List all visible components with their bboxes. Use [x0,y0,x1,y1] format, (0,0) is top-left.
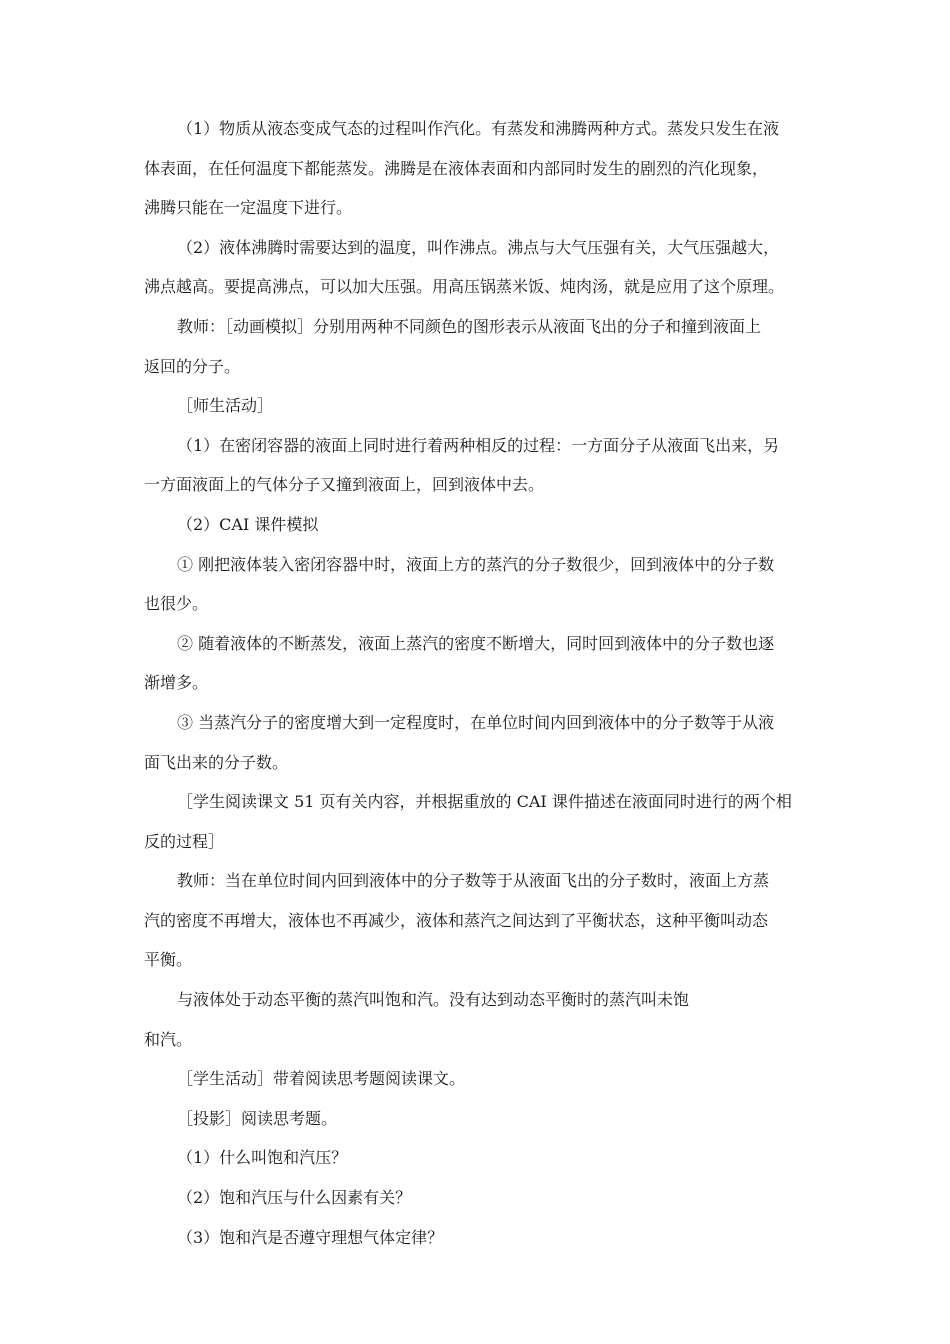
text-line: 渐增多。 [144,673,209,693]
paragraph-p9 [0,703,810,782]
text-line: 沸点越高。要提高沸点，可以加大压强。用高压锅蒸米饭、炖肉汤，就是应用了这个原理。 [144,277,785,297]
text-line: 体表面，在任何温度下都能蒸发。沸腾是在液体表面和内部同时发生的剧烈的汽化现象， [144,158,769,178]
text-line: （2）CAI 课件模拟 [177,514,319,534]
paragraph-p12 [0,980,810,1059]
text-line: 汽的密度不再增大，液体也不再减少，液体和蒸汽之间达到了平衡状态，这种平衡叫动态 [144,910,769,930]
text-line: 返回的分子。 [144,356,241,376]
paragraph-p7 [0,545,810,624]
paragraph-p16 [0,1178,810,1218]
text-line: （1）物质从液态变成气态的过程叫作汽化。有蒸发和沸腾两种方式。蒸发只发生在液 [177,119,780,138]
paragraph-p2 [0,228,810,307]
text-line: （1）在密闭容器的液面上同时进行着两种相反的过程：一方面分子从液面飞出来，另 [177,435,780,455]
paragraph-p17 [0,1218,810,1258]
paragraph-p14 [0,1099,810,1139]
paragraph-p4 [0,386,810,426]
text-line: ③ 当蒸汽分子的密度增大到一定程度时，在单位时间内回到液体中的分子数等于从液 [177,712,775,732]
text-line: 教师：［动画模拟］分别用两种不同颜色的图形表示从液面飞出的分子和撞到液面上 [177,316,762,336]
paragraph-p8 [0,624,810,703]
text-line: （2）液体沸腾时需要达到的温度，叫作沸点。沸点与大气压强有关，大气压强越大， [177,237,780,257]
text-line: 平衡。 [144,950,193,970]
text-line: ［学生阅读课文 51 页有关内容，并根据重放的 CAI 课件描述在液面同时进行的两个相 [177,792,792,812]
paragraph-p10 [0,782,810,861]
text-line: 面飞出来的分子数。 [144,752,289,772]
paragraph-p1 [0,109,810,228]
text-line: 一方面液面上的气体分子又撞到液面上，回到液体中去。 [144,475,545,495]
text-line: （1）什么叫饱和汽压？ [177,1148,348,1168]
paragraph-p5 [0,426,810,505]
text-line: 沸腾只能在一定温度下进行。 [144,198,353,218]
paragraph-p15 [0,1138,810,1178]
text-line: （2）饱和汽压与什么因素有关？ [177,1188,412,1208]
text-line: 也很少。 [144,594,209,614]
text-line: ② 随着液体的不断蒸发，液面上蒸汽的密度不断增大，同时回到液体中的分子数也逐 [177,633,775,653]
paragraph-p6 [0,505,810,545]
text-line: 教师：当在单位时间内回到液体中的分子数等于从液面飞出的分子数时，液面上方蒸 [177,871,770,891]
text-line: ［投影］阅读思考题。 [177,1108,338,1128]
text-line: 反的过程］ [144,831,225,851]
text-line: ① 刚把液体装入密闭容器中时，液面上方的蒸汽的分子数很少，回到液体中的分子数 [177,554,775,574]
text-line: 与液体处于动态平衡的蒸汽叫饱和汽。没有达到动态平衡时的蒸汽叫未饱 [177,990,690,1010]
text-line: （3）饱和汽是否遵守理想气体定律？ [177,1227,444,1247]
text-line: ［师生活动］ [177,396,274,416]
paragraph-p3 [0,307,810,386]
text-line: ［学生活动］带着阅读思考题阅读课文。 [177,1069,466,1089]
text-line: 和汽。 [144,1029,193,1049]
paragraph-p11 [0,861,810,980]
paragraph-p13 [0,1059,810,1099]
